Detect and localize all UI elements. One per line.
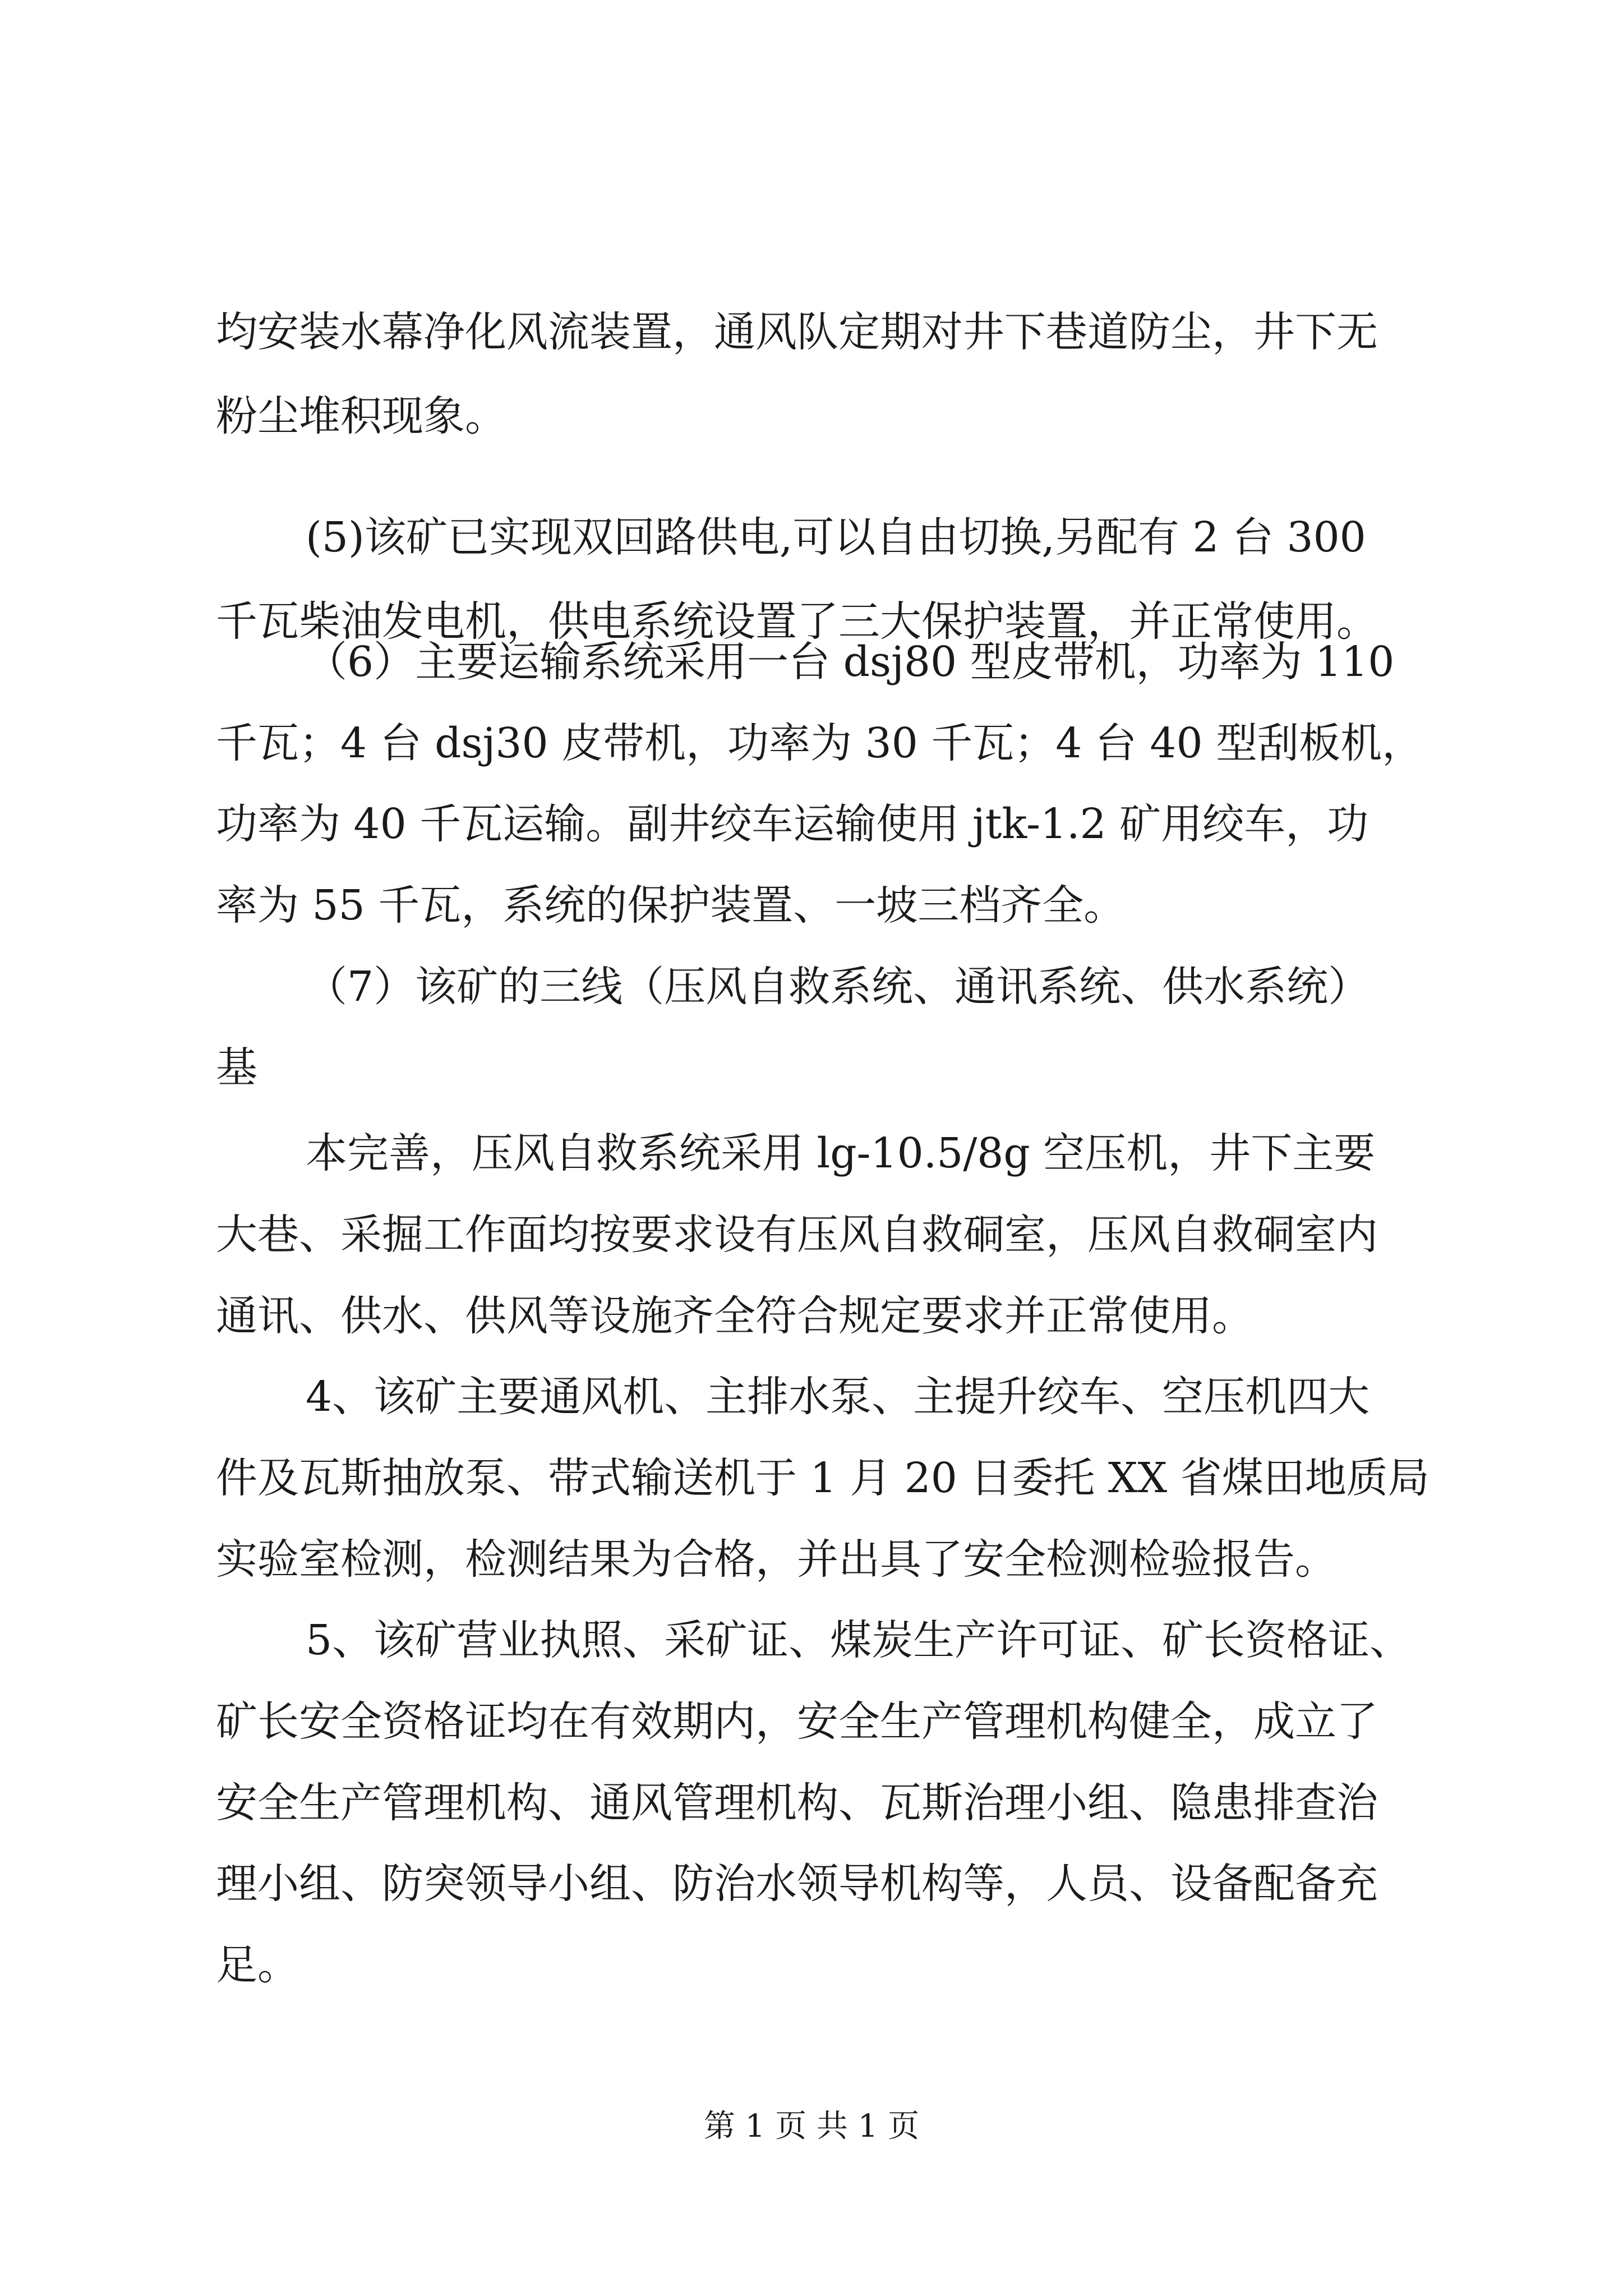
text-line: 均安装水幕净化风流装置，通风队定期对井下巷道防尘，井下无 <box>216 308 1378 356</box>
text-line: 千瓦；4 台 dsj30 皮带机，功率为 30 千瓦；4 台 40 型刮板机， <box>216 719 1424 767</box>
text-line: 率为 55 千瓦，系统的保护装置、一坡三档齐全。 <box>216 881 1126 930</box>
text-line: 安全生产管理机构、通风管理机构、瓦斯治理小组、隐患排查治 <box>216 1779 1378 1827</box>
page-footer: 第 1 页 共 1 页 <box>703 2108 920 2145</box>
text-line: 足。 <box>216 1941 299 1989</box>
text-line: 通讯、供水、供风等设施齐全符合规定要求并正常使用。 <box>216 1292 1253 1340</box>
text-line: 本完善，压风自救系统采用 lg-10.5/8g 空压机，井下主要 <box>306 1129 1376 1177</box>
text-line: （7）该矿的三线（压风自救系统、通讯系统、供水系统） <box>306 963 1370 1011</box>
text-line: （6）主要运输系统采用一台 dsj80 型皮带机，功率为 110 <box>306 638 1395 686</box>
text-line: 矿长安全资格证均在有效期内，安全生产管理机构健全，成立了 <box>216 1697 1378 1746</box>
text-line: (5)该矿已实现双回路供电,可以自由切换,另配有 2 台 300 <box>306 513 1366 562</box>
text-line: 粉尘堆积现象。 <box>216 392 506 440</box>
text-line: 实验室检测，检测结果为合格，并出具了安全检测检验报告。 <box>216 1535 1336 1584</box>
text-line: 4、该矿主要通风机、主排水泵、主提升绞车、空压机四大 <box>306 1373 1370 1421</box>
text-line: 大巷、采掘工作面均按要求设有压风自救硐室，压风自救硐室内 <box>216 1211 1378 1259</box>
text-line: 千瓦柴油发电机，供电系统设置了三大保护装置，并正常使用。 <box>216 597 1378 646</box>
text-line: 件及瓦斯抽放泵、带式输送机于 1 月 20 日委托 XX 省煤田地质局 <box>216 1454 1430 1502</box>
text-line: 理小组、防突领导小组、防治水领导机构等，人员、设备配备充 <box>216 1860 1378 1908</box>
text-line: 5、该矿营业执照、采矿证、煤炭生产许可证、矿长资格证、 <box>306 1616 1412 1664</box>
text-line: 基 <box>216 1043 257 1092</box>
text-line: 功率为 40 千瓦运输。副井绞车运输使用 jtk-1.2 矿用绞车，功 <box>216 800 1369 848</box>
